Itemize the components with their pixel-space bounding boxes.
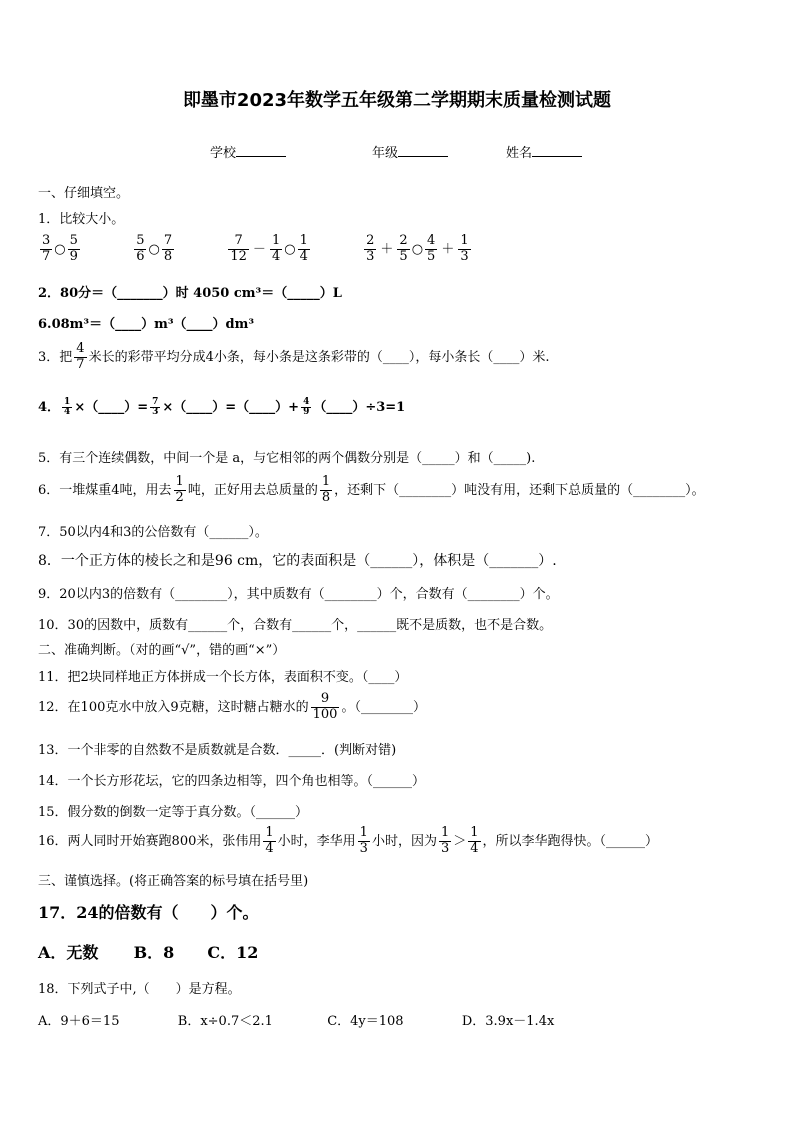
- option-18-d[interactable]: D．3.9x－1.4x: [461, 1014, 555, 1029]
- question-16: 16．两人同时开始赛跑800米，张伟用 $\frac{1}{4}$ 小时，李华用 $\frac{1}{3}$ 小时，因为 $\frac{1}{3}$ ＞ $\frac{1}{4}$ ，所以李华跑得快。（______）: [38, 825, 659, 856]
- option-17-b[interactable]: B．8: [133, 943, 175, 962]
- question-18: 18．下列式子中,（ ）是方程。: [38, 982, 241, 997]
- compare-1: $\frac{3}{7}$ ○ $\frac{5}{9}$: [42, 233, 78, 264]
- page-title: 即墨市2023年数学五年级第二学期期末质量检测试题: [182, 90, 612, 111]
- question-3: 3．把 $\frac{4}{7}$ 米长的彩带平均分成4小条，每小条是这条彩带的（____），每小条长（____）米.: [38, 341, 550, 372]
- question-6: 6．一堆煤重4吨，用去 $\frac{1}{2}$ 吨，正好用去总质量的 $\frac{1}{8}$ ，还剩下（________）吨没有用，还剩下总质量的（________）。: [38, 474, 705, 505]
- compare-2: $\frac{5}{6}$ ○ $\frac{7}{8}$: [136, 233, 173, 264]
- question-9: 9．20以内3的倍数有（________），其中质数有（________）个，合数有（________）个。: [38, 587, 559, 602]
- question-10: 10．30的因数中，质数有______个，合数有______个，______既不是质数，也不是合数。: [38, 618, 553, 633]
- question-12: 12．在100克水中放入9克糖，这时糖占糖水的 $\frac{9}{100}$ 。（________）: [38, 691, 426, 722]
- question-11: 11．把2块同样地正方体拼成一个长方体，表面积不变。（____）: [38, 670, 408, 685]
- question-15: 15．假分数的倒数一定等于真分数。（______）: [38, 805, 309, 820]
- school-field[interactable]: 学校: [210, 142, 286, 161]
- question-2b: 6.08m³＝（____）m³（____）dm³: [38, 317, 255, 332]
- compare-4: $\frac{2}{3}$ ＋ $\frac{2}{5}$ ○ $\frac{4}{5}$ ＋ $\frac{1}{3}$: [366, 233, 469, 264]
- question-5: 5．有三个连续偶数，中间一个是 a，与它相邻的两个偶数分别是（_____）和（_____).: [38, 451, 536, 466]
- question-17: 17．24的倍数有（ ）个。: [38, 903, 259, 922]
- grade-blank[interactable]: [398, 143, 448, 157]
- section-2-heading: 二、准确判断。（对的画“√”，错的画“×”）: [38, 643, 286, 658]
- option-17-c[interactable]: C．12: [207, 943, 259, 962]
- question-17-options: [38, 940, 258, 963]
- question-13: 13．一个非零的自然数不是质数就是合数．_____．(判断对错): [38, 743, 397, 758]
- option-17-a[interactable]: A．无数: [38, 943, 99, 962]
- option-18-b[interactable]: B．x÷0.7＜2.1: [177, 1014, 273, 1029]
- question-8: 8．一个正方体的棱长之和是96 cm，它的表面积是（______），体积是（_______）.: [38, 553, 557, 569]
- question-18-options: [38, 1010, 554, 1029]
- question-1: 1．比较大小。: [38, 212, 125, 227]
- name-blank[interactable]: [532, 143, 582, 157]
- question-14: 14．一个长方形花坛，它的四条边相等，四个角也相等。（______）: [38, 774, 426, 789]
- grade-field[interactable]: 年级: [372, 142, 448, 161]
- compare-3: $\frac{7}{12}$ － $\frac{1}{4}$ ○ $\frac{1}{4}$: [230, 233, 308, 264]
- question-2a: 2．80分＝（_______）时 4050 cm³＝（_____）L: [38, 286, 342, 301]
- question-1-items: [38, 234, 473, 265]
- option-18-c[interactable]: C．4y＝108: [327, 1014, 404, 1029]
- option-18-a[interactable]: A．9＋6＝15: [38, 1014, 120, 1029]
- school-blank[interactable]: [236, 143, 286, 157]
- question-7: 7．50以内4和3的公倍数有（______）。: [38, 525, 268, 540]
- section-3-heading: 三、谨慎选择。(将正确答案的标号填在括号里): [38, 874, 309, 889]
- question-4: 4． $\frac{1}{4}$ ×（____）= $\frac{7}{3}$ ×（____）=（____）+ $\frac{4}{9}$ （____）÷3=1: [38, 396, 406, 417]
- section-1-heading: 一、仔细填空。: [38, 186, 130, 201]
- name-field[interactable]: 姓名: [506, 142, 582, 161]
